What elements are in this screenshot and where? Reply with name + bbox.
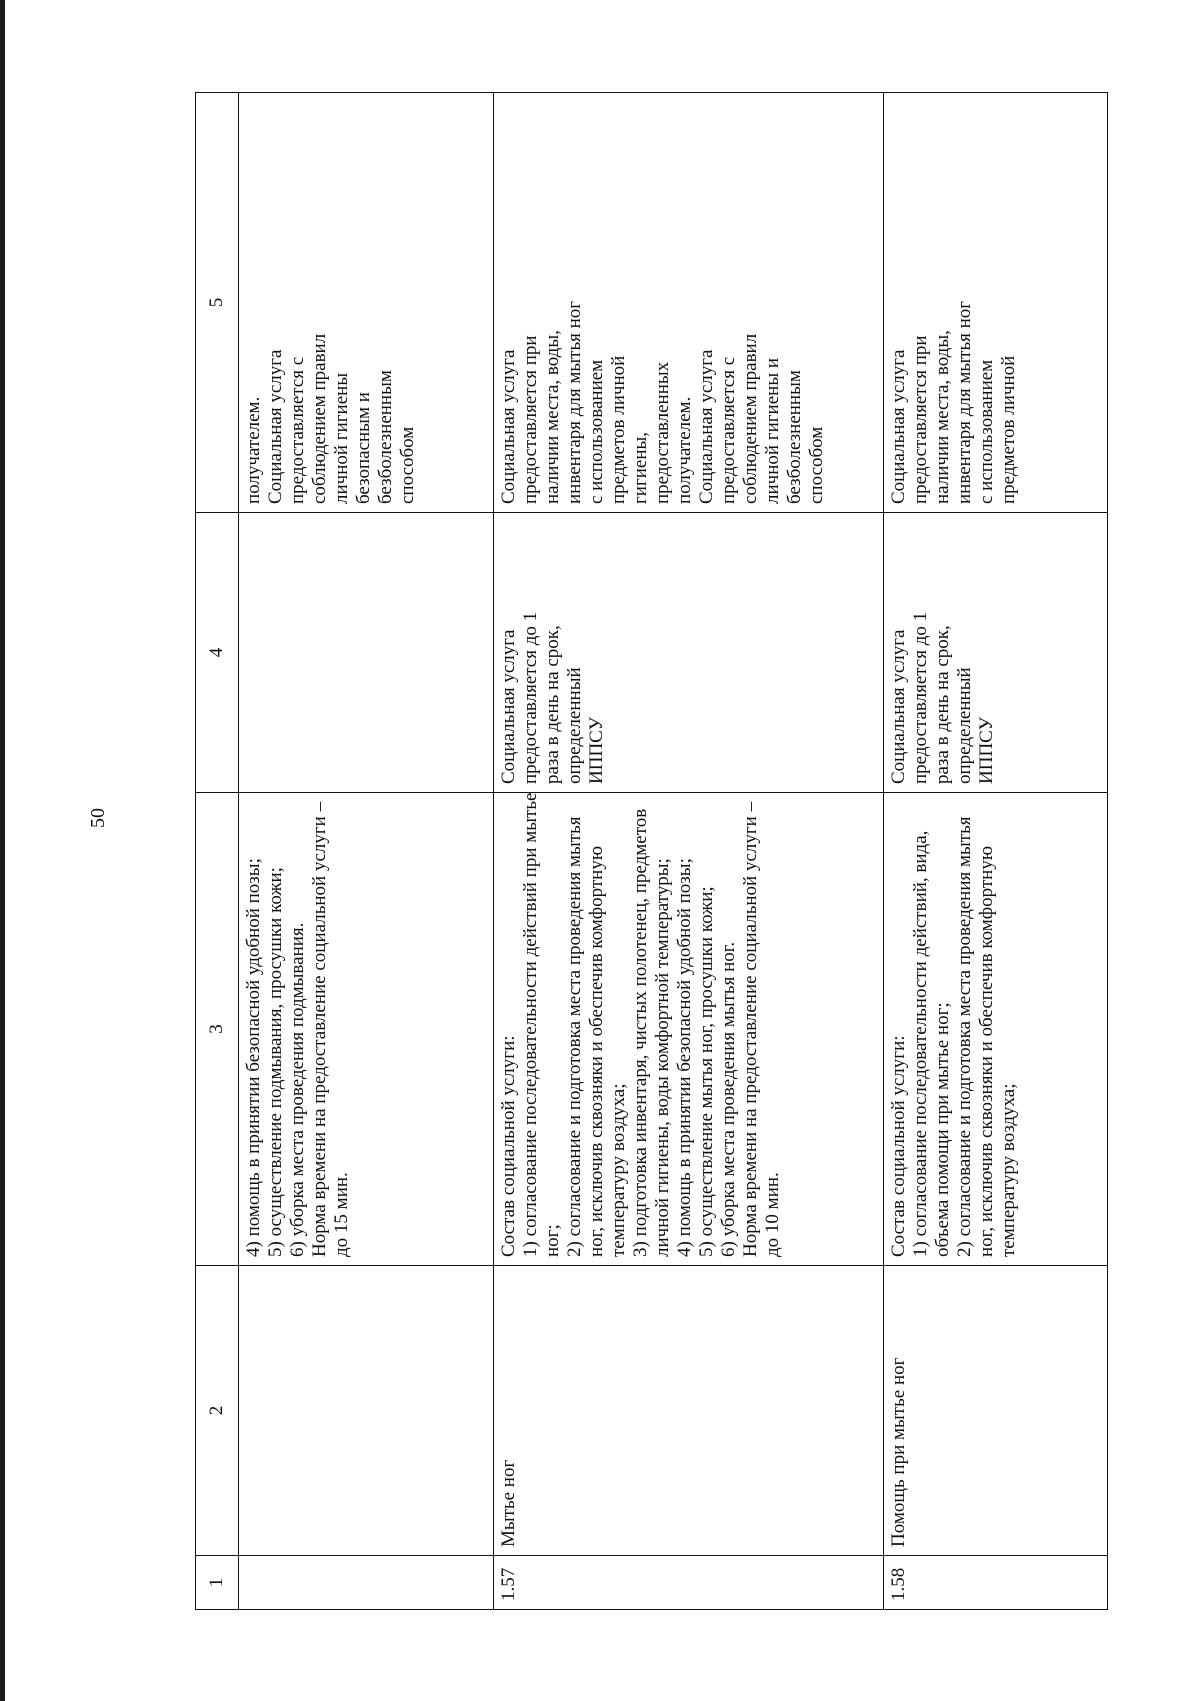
cell-line: личной гигиены и — [762, 358, 783, 504]
cell-line: Социальная услуга — [888, 349, 909, 504]
header-row — [196, 93, 239, 1610]
cell-line: температуру воздуха; — [998, 1083, 1019, 1257]
cell-line: предоставляется до 1 — [520, 611, 541, 784]
cell-line: предоставленных — [652, 361, 673, 504]
cell-line: температуру воздуха; — [608, 1083, 629, 1257]
header-col-4: 4 — [196, 513, 239, 793]
service-content-cell — [494, 793, 884, 1266]
header-col-3: 3 — [196, 793, 239, 1266]
cell-line: гигиены, — [630, 431, 651, 504]
cell-line: 4) помощь в принятии безопасной удобной позы; — [243, 858, 264, 1257]
cell-line: 1) согласование последовательности действий при мытье — [520, 792, 541, 1257]
cell-line: безболезненным — [784, 370, 805, 504]
cell-line: с использованием — [586, 359, 607, 504]
table-row — [239, 93, 494, 1610]
cell-line: способом — [806, 426, 827, 504]
service-conditions-cell — [494, 93, 884, 513]
cell-line: до 10 мин. — [762, 1172, 783, 1257]
cell-line: предметов личной — [608, 355, 629, 504]
service-name-cell — [884, 1266, 1108, 1556]
cell-line: определенный — [954, 667, 975, 784]
cell-line: 6) уборка места проведения мытья ног. — [718, 941, 739, 1257]
services-table — [195, 92, 1108, 1610]
cell-line: предоставляется при — [910, 335, 931, 504]
cell-line: 2) согласование и подготовка места проведения мытья — [954, 816, 975, 1257]
service-conditions-cell — [884, 93, 1108, 513]
service-name-cell — [239, 1266, 494, 1556]
cell-line: 5) осуществление мытья ног, просушки кожи; — [696, 886, 717, 1257]
cell-line: объема помощи при мытье ног; — [932, 1002, 953, 1257]
cell-line: 6) уборка места проведения подмывания. — [287, 922, 308, 1257]
row-number-cell — [494, 1556, 884, 1610]
row-number-cell — [884, 1556, 1108, 1610]
cell-line: безопасным и — [353, 392, 374, 504]
cell-line: соблюдением правил — [740, 333, 761, 504]
cell-line: наличии места, воды, — [932, 330, 953, 504]
cell-line: 3) подготовка инвентаря, чистых полотенец, предметов — [630, 808, 651, 1257]
cell-line: предоставляется с — [718, 356, 739, 504]
cell-line: ног, исключив сквозняки и обеспечив комфортную — [586, 845, 607, 1257]
header-col-2: 2 — [196, 1266, 239, 1556]
service-name: Помощь при мытье ног — [888, 1357, 909, 1547]
cell-line: безболезненным — [375, 370, 396, 504]
cell-line: ног; — [542, 1224, 563, 1257]
cell-line: раза в день на срок, — [542, 625, 563, 784]
page-number: 50 — [87, 808, 109, 828]
cell-line: Социальная услуга — [888, 629, 909, 784]
cell-line: получателем. — [243, 396, 264, 504]
cell-line: наличии места, воды, — [542, 330, 563, 504]
cell-line: 2) согласование и подготовка места проведения мытья — [564, 816, 585, 1257]
row-number-cell — [239, 1556, 494, 1610]
cell-line: Социальная услуга — [265, 349, 286, 504]
table-row — [494, 93, 884, 1610]
rotated-table-container — [195, 93, 1108, 1610]
cell-line: 5) осуществление подмывания, просушки кожи; — [265, 867, 286, 1257]
cell-line: раза в день на срок, — [932, 625, 953, 784]
service-name: Мытье ног — [498, 1459, 519, 1547]
scan-edge — [0, 0, 5, 1701]
cell-line: предоставляется при — [520, 335, 541, 504]
service-frequency-cell — [884, 513, 1108, 793]
cell-line: личной гигиены, воды комфортной температуры; — [652, 858, 673, 1257]
cell-line: до 15 мин. — [331, 1172, 352, 1257]
cell-line: личной гигиены — [331, 372, 352, 504]
row-number: 1.58 — [888, 1567, 909, 1601]
service-name-cell — [494, 1266, 884, 1556]
cell-line: ИППСУ — [976, 716, 997, 784]
cell-line: ИППСУ — [586, 716, 607, 784]
cell-line: Социальная услуга — [696, 349, 717, 504]
cell-line: предметов личной — [998, 355, 1019, 504]
cell-line: получателем. — [674, 396, 695, 504]
cell-line: определенный — [564, 667, 585, 784]
cell-line: 1) согласование последовательности действий, вида, — [910, 830, 931, 1257]
header-col-5: 5 — [196, 93, 239, 513]
cell-line: инвентаря для мытья ног — [954, 300, 975, 504]
cell-line: инвентаря для мытья ног — [564, 300, 585, 504]
row-number: 1.57 — [498, 1567, 519, 1601]
table-row — [884, 93, 1108, 1610]
service-conditions-cell — [239, 93, 494, 513]
cell-line: с использованием — [976, 359, 997, 504]
cell-line: предоставляется с — [287, 356, 308, 504]
cell-line: Состав социальной услуги: — [888, 1035, 909, 1257]
service-content-cell — [239, 793, 494, 1266]
service-frequency-cell — [239, 513, 494, 793]
service-content-cell — [884, 793, 1108, 1266]
cell-line: предоставляется до 1 — [910, 611, 931, 784]
cell-line: Норма времени на предоставление социальной услуги – — [740, 801, 761, 1257]
cell-line: соблюдением правил — [309, 333, 330, 504]
header-col-1: 1 — [196, 1556, 239, 1610]
cell-line: Социальная услуга — [498, 349, 519, 504]
cell-line: Норма времени на предоставление социальной услуги – — [309, 801, 330, 1257]
cell-line: Социальная услуга — [498, 629, 519, 784]
service-frequency-cell — [494, 513, 884, 793]
cell-line: способом — [397, 426, 418, 504]
cell-line: 4) помощь в принятии безопасной удобной позы; — [674, 858, 695, 1257]
cell-line: Состав социальной услуги: — [498, 1035, 519, 1257]
cell-line: ног, исключив сквозняки и обеспечив комфортную — [976, 845, 997, 1257]
